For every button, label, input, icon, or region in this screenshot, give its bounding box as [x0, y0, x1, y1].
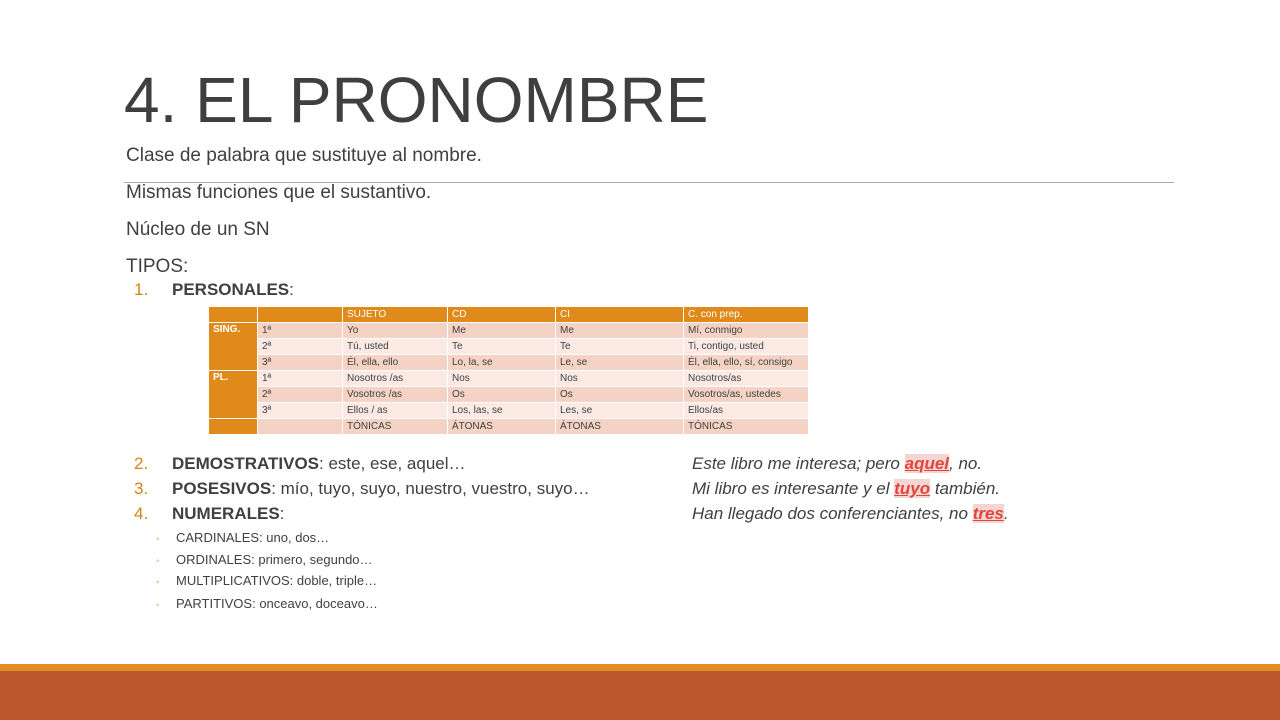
- numeral-text: CARDINALES: uno, dos…: [176, 530, 330, 545]
- example-posesivo: [692, 478, 1000, 500]
- table-footer-cell: ÁTONAS: [556, 419, 684, 435]
- type-desc: :: [289, 280, 294, 299]
- table-footer-cell: [209, 419, 258, 435]
- table-cell: Él, ella, ello: [343, 355, 448, 371]
- type-personales: [134, 279, 294, 301]
- table-footer-cell: [258, 419, 343, 435]
- example-highlight: aquel: [904, 454, 950, 473]
- intro-nucleus: Núcleo de un SN: [126, 219, 270, 240]
- table-header-cell: CI: [556, 307, 684, 323]
- type-number: 1.: [134, 280, 149, 299]
- bullet-icon: ◦: [156, 577, 160, 588]
- table-header-cell: [258, 307, 343, 323]
- table-cell: Os: [448, 387, 556, 403]
- personal-pronouns-table: [208, 306, 809, 435]
- bullet-icon: ◦: [156, 534, 160, 545]
- table-cell: Vosotros/as, ustedes: [684, 387, 809, 403]
- table-cell: 2ª: [258, 339, 343, 355]
- table-row: [209, 371, 809, 387]
- example-numeral: [692, 503, 1009, 525]
- table-cell: Ti, contigo, usted: [684, 339, 809, 355]
- intro-types: TIPOS:: [126, 256, 189, 277]
- example-text: , no.: [949, 454, 983, 473]
- table-row: [209, 387, 809, 403]
- numeral-text: PARTITIVOS: onceavo, doceavo…: [176, 596, 378, 611]
- example-highlight: tres: [972, 504, 1004, 523]
- table-cell: Nos: [448, 371, 556, 387]
- example-highlight: tuyo: [894, 479, 931, 498]
- example-text: también.: [930, 479, 1001, 498]
- table-cell: 1ª: [258, 323, 343, 339]
- table-footer-row: [209, 419, 809, 435]
- table-header-cell: SUJETO: [343, 307, 448, 323]
- table-cell: Te: [448, 339, 556, 355]
- group-singular: SING.: [209, 323, 258, 371]
- table-row: [209, 403, 809, 419]
- table-cell: Yo: [343, 323, 448, 339]
- table-cell: Los, las, se: [448, 403, 556, 419]
- table-cell: Les, se: [556, 403, 684, 419]
- example-text: Este libro me interesa; pero: [692, 454, 905, 473]
- table-row: [209, 339, 809, 355]
- table-header-cell: [209, 307, 258, 323]
- numeral-text: MULTIPLICATIVOS: doble, triple…: [176, 573, 378, 588]
- type-posesivos: [134, 478, 590, 500]
- type-name: POSESIVOS: [172, 479, 272, 498]
- table-cell: Mí, conmigo: [684, 323, 809, 339]
- type-desc: : este, ese, aquel…: [319, 454, 466, 473]
- numeral-cardinales: [156, 529, 329, 549]
- table-header-cell: C. con prep.: [684, 307, 809, 323]
- intro-definition: Clase de palabra que sustituye al nombre.: [126, 145, 482, 166]
- table-cell: Le, se: [556, 355, 684, 371]
- type-desc: : mío, tuyo, suyo, nuestro, vuestro, suyo…: [271, 479, 590, 498]
- example-text: .: [1003, 504, 1009, 523]
- footer-band: [0, 671, 1280, 720]
- table-row: [209, 323, 809, 339]
- table-cell: Lo, la, se: [448, 355, 556, 371]
- bullet-icon: ◦: [156, 556, 160, 567]
- type-demostrativos: [134, 453, 466, 475]
- table-cell: Te: [556, 339, 684, 355]
- table-row: [209, 355, 809, 371]
- table-header-cell: CD: [448, 307, 556, 323]
- table-cell: Me: [556, 323, 684, 339]
- table-cell: 3ª: [258, 403, 343, 419]
- table-cell: Tú, usted: [343, 339, 448, 355]
- table-header-row: [209, 307, 809, 323]
- group-plural: PL.: [209, 371, 258, 419]
- table-cell: Nosotros /as: [343, 371, 448, 387]
- type-desc: :: [279, 504, 285, 523]
- table-cell: Nos: [556, 371, 684, 387]
- example-demostrativo: [692, 453, 982, 475]
- type-number: 2.: [134, 454, 149, 473]
- table-cell: 2ª: [258, 387, 343, 403]
- type-name: DEMOSTRATIVOS: [172, 454, 320, 473]
- type-number: 3.: [134, 479, 149, 498]
- table-footer-cell: TÓNICAS: [343, 419, 448, 435]
- table-cell: Ellos / as: [343, 403, 448, 419]
- table-cell: Nosotros/as: [684, 371, 809, 387]
- table-footer-cell: TÓNICAS: [684, 419, 809, 435]
- table-cell: Él, ella, ello, sí, consigo: [684, 355, 809, 371]
- table-cell: Ellos/as: [684, 403, 809, 419]
- numeral-text: ORDINALES: primero, segundo…: [176, 552, 373, 567]
- table-cell: 1ª: [258, 371, 343, 387]
- table-cell: 3ª: [258, 355, 343, 371]
- footer-accent-band: [0, 664, 1280, 671]
- table-cell: Os: [556, 387, 684, 403]
- type-name: PERSONALES: [172, 280, 290, 299]
- table-cell: Me: [448, 323, 556, 339]
- table-cell: Vosotros /as: [343, 387, 448, 403]
- numeral-multiplicativos: [156, 572, 377, 592]
- example-text: Han llegado dos conferenciantes, no: [692, 504, 973, 523]
- table-footer-cell: ÁTONAS: [448, 419, 556, 435]
- numeral-ordinales: [156, 551, 373, 571]
- numeral-partitivos: [156, 595, 378, 615]
- slide-title: 4. EL PRONOMBRE: [124, 64, 709, 136]
- type-numerales: [134, 503, 284, 525]
- type-number: 4.: [134, 504, 149, 523]
- bullet-icon: ◦: [156, 600, 160, 611]
- example-text: Mi libro es interesante y el: [692, 479, 895, 498]
- type-name: NUMERALES: [172, 504, 280, 523]
- intro-functions: Mismas funciones que el sustantivo.: [126, 182, 432, 203]
